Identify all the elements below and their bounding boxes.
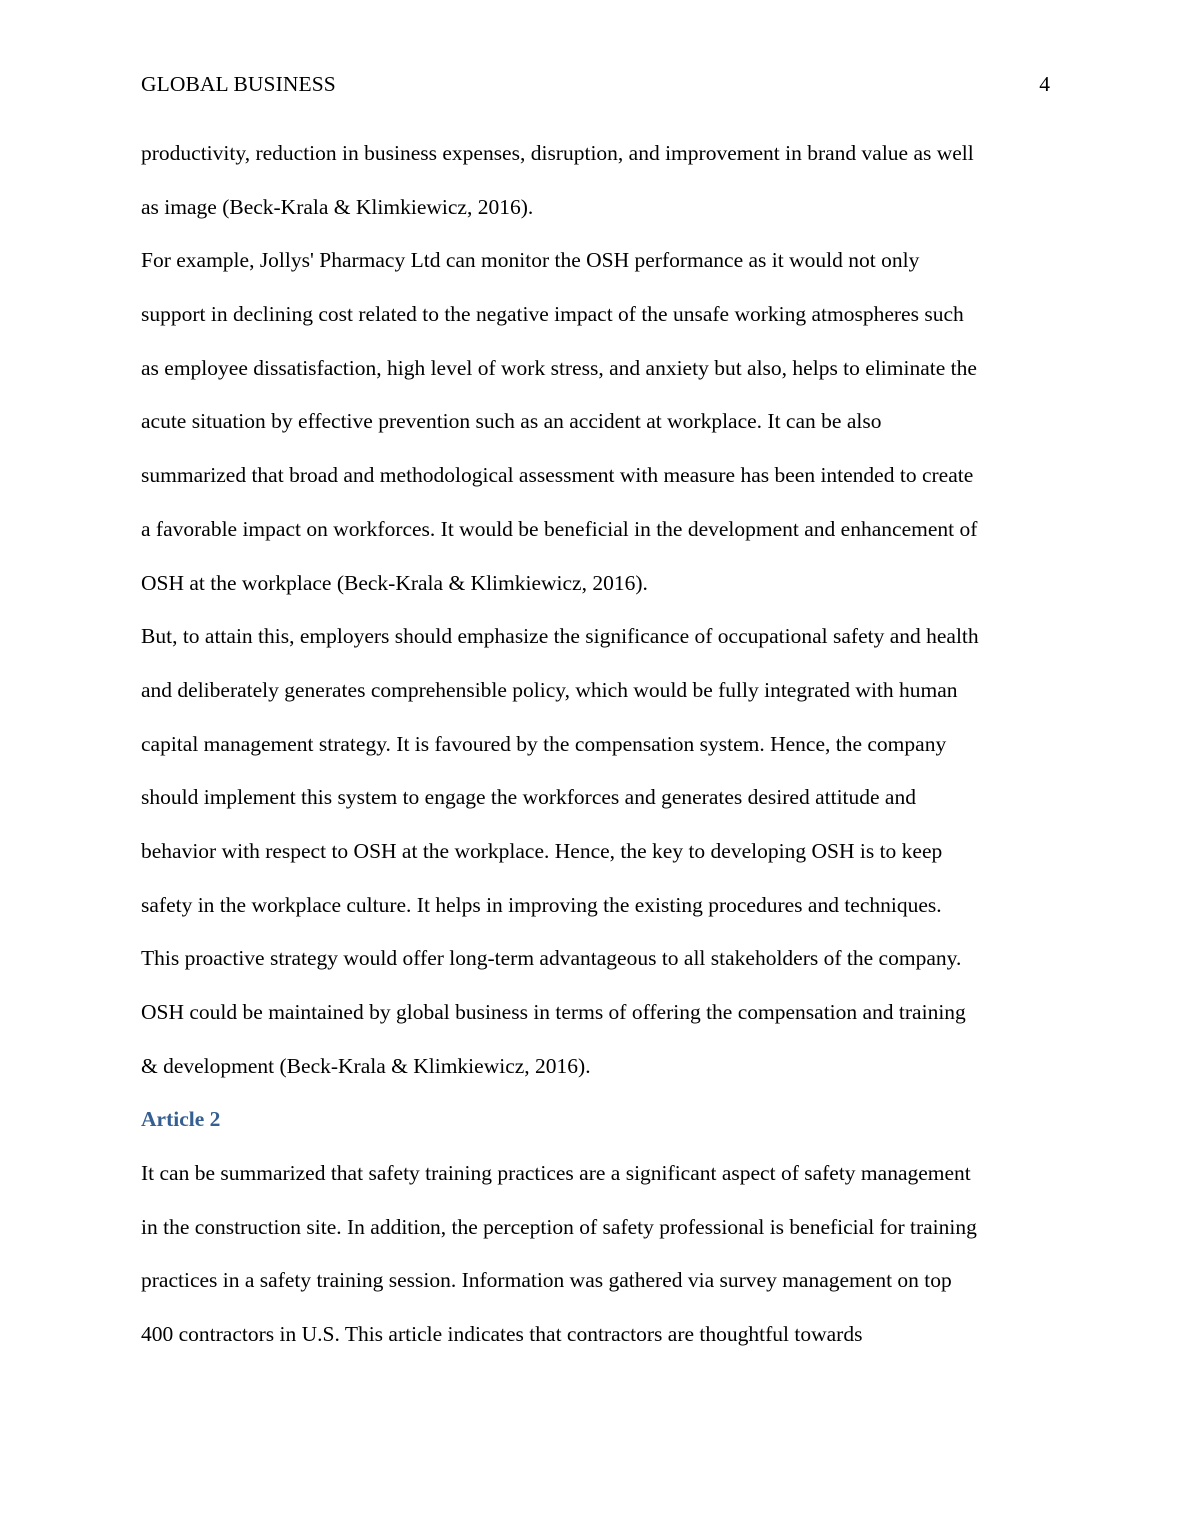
text-line: For example, Jollys' Pharmacy Ltd can monitor the OSH performance as it would not only bbox=[141, 248, 920, 273]
text-line: It can be summarized that safety training practices are a significant aspect of safety management bbox=[141, 1161, 971, 1186]
text-line: productivity, reduction in business expenses, disruption, and improvement in brand value as well bbox=[141, 141, 974, 165]
text-line: a favorable impact on workforces. It would be beneficial in the development and enhancement of bbox=[141, 516, 978, 541]
text-line: as employee dissatisfaction, high level of work stress, and anxiety but also, helps to eliminate the bbox=[141, 355, 977, 380]
text-line: in the construction site. In addition, the perception of safety professional is beneficial for training bbox=[141, 1214, 977, 1239]
text-line: summarized that broad and methodological assessment with measure has been intended to create bbox=[141, 463, 974, 488]
text-line: capital management strategy. It is favoured by the compensation system. Hence, the company bbox=[141, 731, 947, 756]
body-text bbox=[141, 127, 1053, 1362]
text-line: safety in the workplace culture. It helps in improving the existing procedures and techniques. bbox=[141, 892, 942, 917]
text-line: OSH at the workplace (Beck-Krala & Klimkiewicz, 2016). bbox=[141, 570, 648, 595]
text-line: support in declining cost related to the negative impact of the unsafe working atmospheres such bbox=[141, 302, 964, 327]
text-line: 400 contractors in U.S. This article indicates that contractors are thoughtful towards bbox=[141, 1322, 863, 1347]
section-heading: Article 2 bbox=[141, 1107, 221, 1132]
text-line: practices in a safety training session. Information was gathered via survey management on top bbox=[141, 1268, 952, 1293]
text-line: and deliberately generates comprehensible policy, which would be fully integrated with human bbox=[141, 677, 958, 702]
running-head: GLOBAL BUSINESS bbox=[141, 72, 336, 96]
text-line: But, to attain this, employers should emphasize the significance of occupational safety and health bbox=[141, 624, 979, 649]
text-line: & development (Beck-Krala & Klimkiewicz, 2016). bbox=[141, 1053, 591, 1078]
page-number: 4 bbox=[1039, 72, 1050, 96]
text-line: OSH could be maintained by global business in terms of offering the compensation and training bbox=[141, 1000, 966, 1024]
text-line: should implement this system to engage the workforces and generates desired attitude and bbox=[141, 785, 916, 810]
text-line: acute situation by effective prevention such as an accident at workplace. It can be also bbox=[141, 409, 882, 434]
text-line: behavior with respect to OSH at the workplace. Hence, the key to developing OSH is to keep bbox=[141, 838, 943, 863]
text-line: This proactive strategy would offer long-term advantageous to all stakeholders of the company. bbox=[141, 946, 962, 971]
text-line: as image (Beck-Krala & Klimkiewicz, 2016). bbox=[141, 194, 534, 219]
